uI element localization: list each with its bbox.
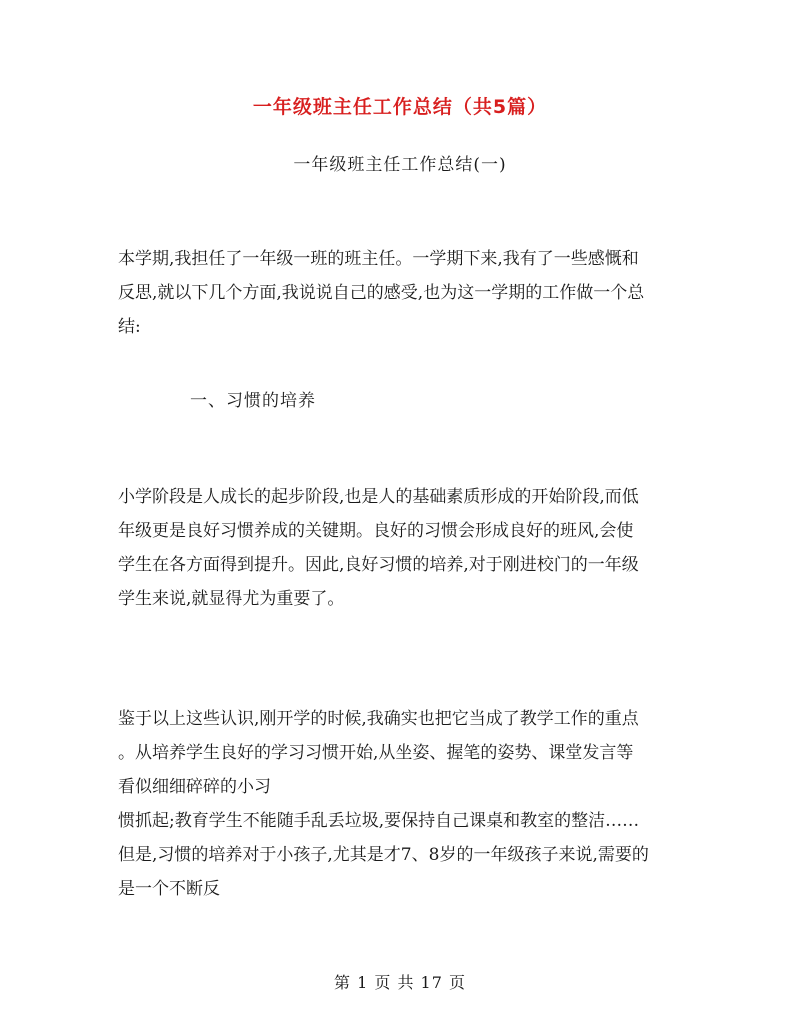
paragraph-line: 但是,习惯的培养对于小孩子,尤其是才7、8岁的一年级孩子来说,需要的 [118, 845, 649, 865]
paragraph-line: 看似细细碎碎的小习 [118, 777, 271, 797]
paragraph-line: 惯抓起;教育学生不能随手乱丢垃圾,要保持自己课桌和教室的整洁…… [118, 811, 640, 831]
paragraph-habits [118, 480, 684, 616]
paragraph-line: 。从培养学生良好的学习习惯开始,从坐姿、握笔的姿势、课堂发言等 [118, 743, 634, 763]
paragraph-line: 是一个不断反 [118, 879, 220, 899]
paragraph-line: 本学期,我担任了一年级一班的班主任。一学期下来,我有了一些感慨和 [118, 249, 639, 269]
section-heading: 一、习惯的培养 [190, 391, 316, 411]
paragraph-line: 年级更是良好习惯养成的关键期。良好的习惯会形成良好的班风,会使 [118, 521, 634, 541]
paragraph-focus [118, 702, 684, 906]
document-subtitle: 一年级班主任工作总结(一) [293, 155, 507, 175]
paragraph-line: 结: [118, 317, 141, 337]
document-title: 一年级班主任工作总结（共5篇） [252, 96, 548, 118]
paragraph-line: 学生在各方面得到提升。因此,良好习惯的培养,对于刚进校门的一年级 [118, 555, 639, 575]
paragraph-line: 学生来说,就显得尤为重要了。 [118, 589, 345, 609]
paragraph-line: 反思,就以下几个方面,我说说自己的感受,也为这一学期的工作做一个总 [118, 283, 645, 303]
page-indicator: 第 1 页 共 17 页 [334, 973, 466, 992]
paragraph-line: 鉴于以上这些认识,刚开学的时候,我确实也把它当成了教学工作的重点 [118, 709, 639, 729]
paragraph-line: 小学阶段是人成长的起步阶段,也是人的基础素质形成的开始阶段,而低 [118, 487, 639, 507]
paragraph-intro [118, 242, 684, 344]
